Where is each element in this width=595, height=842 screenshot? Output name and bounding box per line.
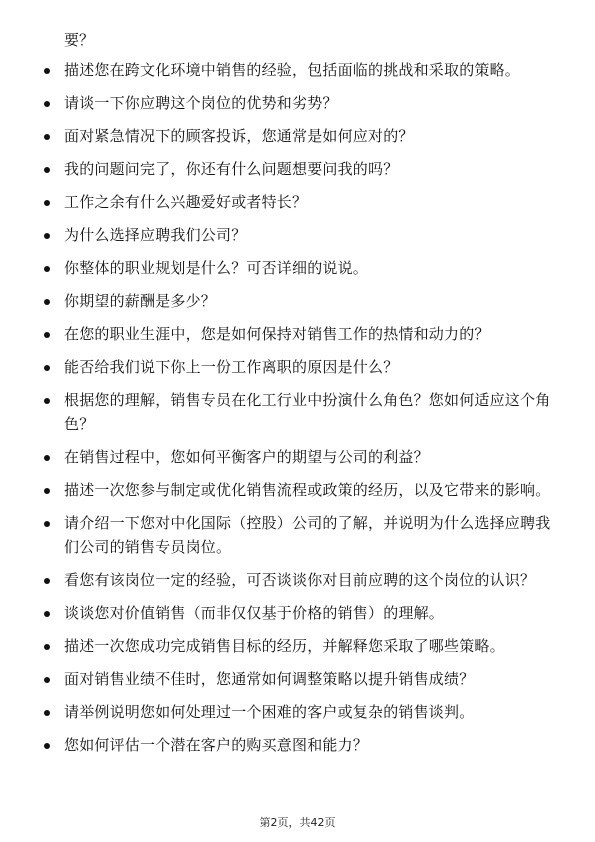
- bullet-icon: [44, 488, 50, 494]
- bullet-icon: [44, 266, 50, 272]
- question-item: [0, 568, 595, 592]
- bullet-icon: [44, 365, 50, 371]
- question-text: 在您的职业生涯中，您是如何保持对销售工作的热情和动力的？: [64, 325, 490, 343]
- question-list: [0, 58, 595, 766]
- question-item: [0, 157, 595, 181]
- question-item: [0, 601, 595, 625]
- bullet-icon: [44, 101, 50, 107]
- bullet-icon: [44, 455, 50, 461]
- question-text: 我的问题问完了，你还有什么问题想要问我的吗？: [64, 160, 399, 178]
- bullet-icon: [44, 398, 50, 404]
- question-item: [0, 667, 595, 691]
- question-text: 请介绍一下您对中化国际（控股）公司的了解，并说明为什么选择应聘我们公司的销售专员岗位。: [64, 514, 551, 556]
- question-text: 根据您的理解，销售专员在化工行业中扮演什么角色？您如何适应这个角色？: [64, 391, 551, 433]
- bullet-icon: [44, 611, 50, 617]
- page-footer: 第2页，共42页: [259, 816, 336, 829]
- question-item: [0, 388, 595, 436]
- question-text: 谈谈您对价值销售（而非仅仅基于价格的销售）的理解。: [64, 604, 445, 622]
- question-text: 为什么选择应聘我们公司？: [64, 226, 247, 244]
- bullet-icon: [44, 710, 50, 716]
- question-item: [0, 322, 595, 346]
- bullet-icon: [44, 167, 50, 173]
- bullet-icon: [44, 677, 50, 683]
- question-text: 描述您在跨文化环境中销售的经验，包括面临的挑战和采取的策略。: [64, 61, 521, 79]
- question-text: 面对销售业绩不佳时，您通常如何调整策略以提升销售成绩？: [64, 670, 475, 688]
- question-item: [0, 634, 595, 658]
- question-item: [0, 223, 595, 247]
- bullet-icon: [44, 200, 50, 206]
- continuation-text: 要？: [64, 31, 95, 49]
- question-text: 你期望的薪酬是多少？: [64, 292, 217, 310]
- question-text: 看您有该岗位一定的经验，可否谈谈你对目前应聘的这个岗位的认识？: [64, 571, 536, 589]
- question-text: 您如何评估一个潜在客户的购买意图和能力？: [64, 736, 369, 754]
- bullet-icon: [44, 233, 50, 239]
- question-item: [0, 124, 595, 148]
- question-text: 能否给我们说下你上一份工作离职的原因是什么？: [64, 358, 399, 376]
- bullet-icon: [44, 743, 50, 749]
- question-item: [0, 445, 595, 469]
- question-text: 面对紧急情况下的顾客投诉，您通常是如何应对的？: [64, 127, 414, 145]
- question-text: 你整体的职业规划是什么？可否详细的说说。: [64, 259, 369, 277]
- bullet-icon: [44, 521, 50, 527]
- bullet-icon: [44, 68, 50, 74]
- question-text: 请谈一下你应聘这个岗位的优势和劣势？: [64, 94, 338, 112]
- question-text: 请举例说明您如何处理过一个困难的客户或复杂的销售谈判。: [64, 703, 475, 721]
- bullet-icon: [44, 134, 50, 140]
- question-item: [0, 91, 595, 115]
- question-item: [0, 355, 595, 379]
- bullet-icon: [44, 578, 50, 584]
- question-text: 工作之余有什么兴趣爱好或者特长？: [64, 193, 308, 211]
- bullet-icon: [44, 644, 50, 650]
- bullet-icon: [44, 332, 50, 338]
- question-text: 描述一次您成功完成销售目标的经历，并解释您采取了哪些策略。: [64, 637, 505, 655]
- question-text: 描述一次您参与制定或优化销售流程或政策的经历，以及它带来的影响。: [64, 481, 551, 499]
- question-item: [0, 58, 595, 82]
- question-item: [0, 733, 595, 757]
- question-text: 在销售过程中，您如何平衡客户的期望与公司的利益？: [64, 448, 429, 466]
- question-item: [0, 256, 595, 280]
- question-item: [0, 700, 595, 724]
- question-item: [0, 511, 595, 559]
- question-item: [0, 190, 595, 214]
- question-item: [0, 289, 595, 313]
- bullet-icon: [44, 299, 50, 305]
- question-item: [0, 478, 595, 502]
